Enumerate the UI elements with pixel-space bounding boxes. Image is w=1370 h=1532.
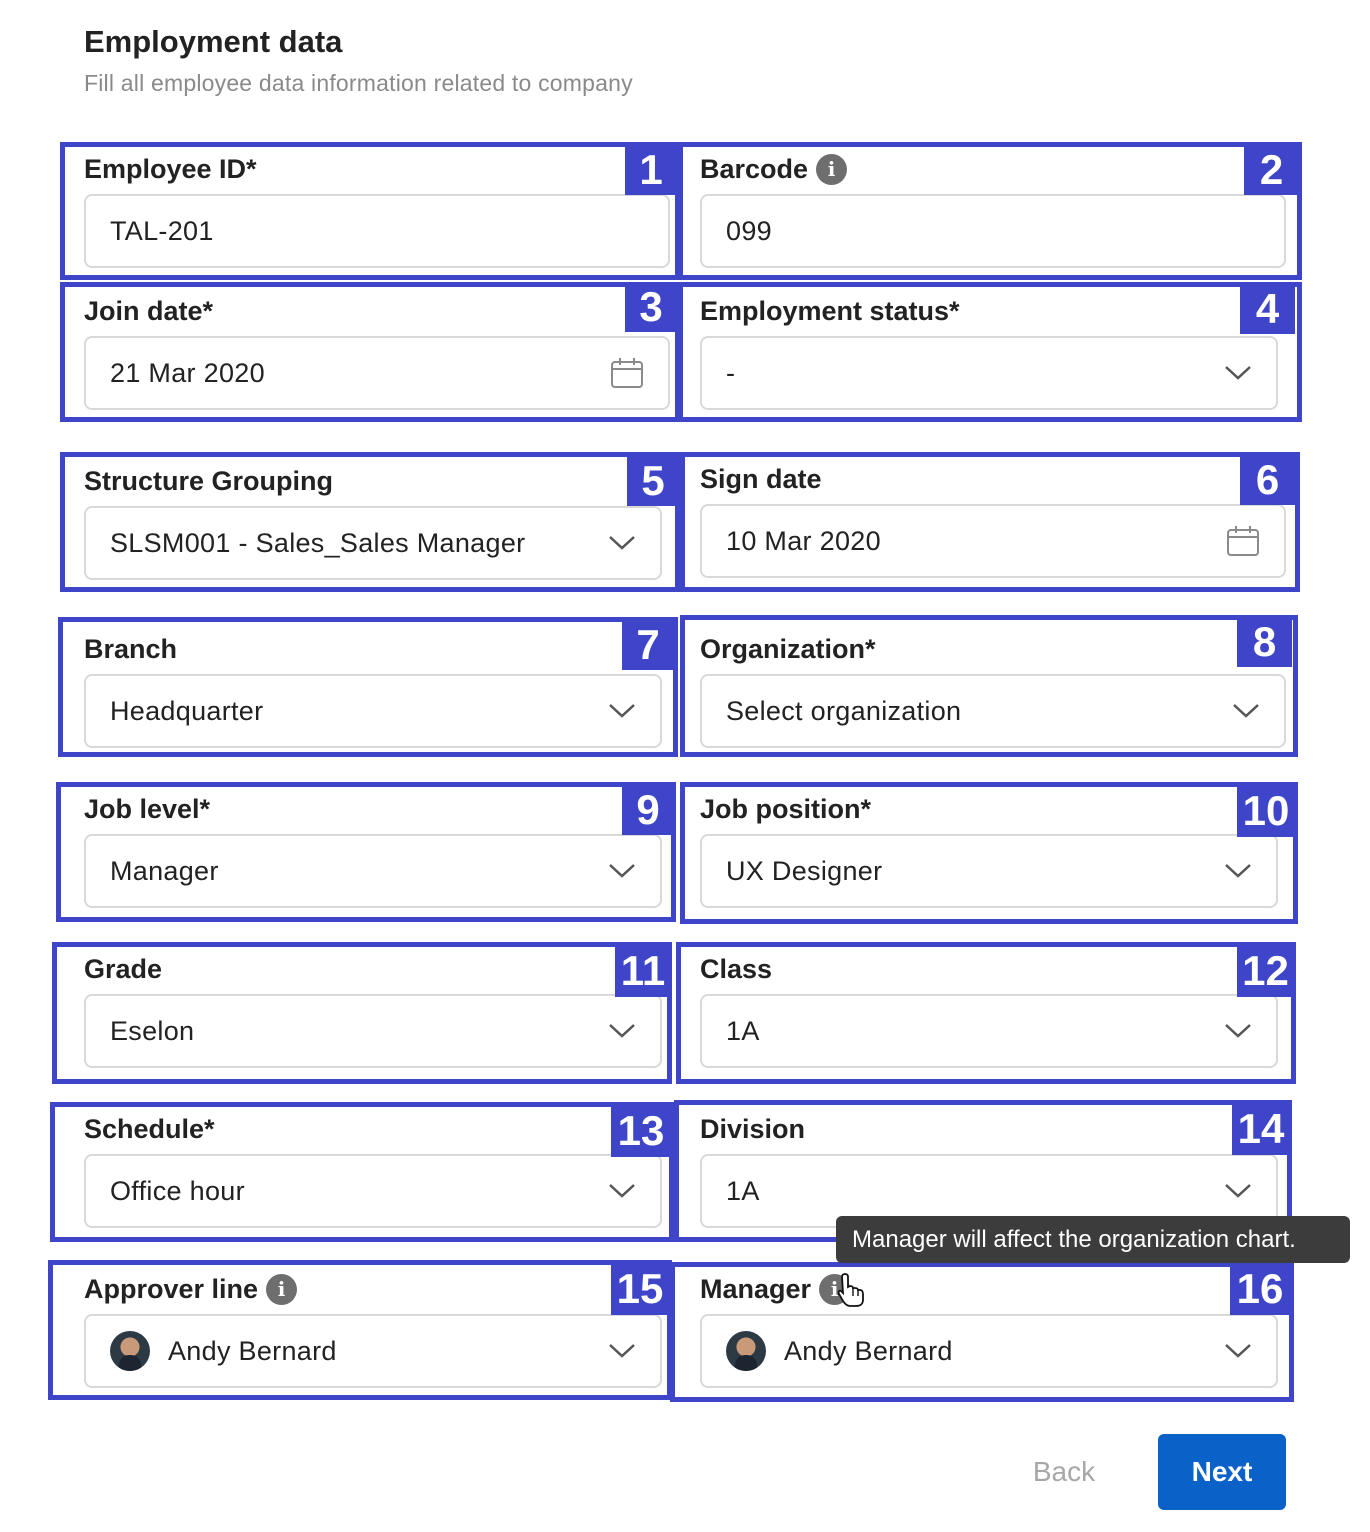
class-select[interactable] xyxy=(700,994,1278,1068)
number-badge-16: 16 xyxy=(1230,1263,1290,1315)
employment-status-select[interactable] xyxy=(700,336,1278,410)
back-button[interactable]: Back xyxy=(1005,1440,1123,1504)
calendar-icon[interactable] xyxy=(1226,525,1260,557)
job-position-value: UX Designer xyxy=(726,855,883,886)
job-level-value: Manager xyxy=(110,855,219,886)
number-badge-12: 12 xyxy=(1237,945,1294,997)
avatar xyxy=(110,1331,150,1371)
chevron-down-icon xyxy=(608,535,636,551)
barcode-input[interactable] xyxy=(700,194,1286,268)
manager-select[interactable] xyxy=(700,1314,1278,1388)
class-label: Class xyxy=(700,953,773,984)
manager-label-text: Manager xyxy=(700,1273,812,1304)
chevron-down-icon xyxy=(1224,863,1252,879)
join-date-input[interactable] xyxy=(84,336,670,410)
grade-select[interactable] xyxy=(84,994,662,1068)
employee-id-label: Employee ID* xyxy=(84,153,257,184)
barcode-label-text: Barcode xyxy=(700,153,809,184)
grade-value: Eselon xyxy=(110,1015,195,1046)
chevron-down-icon xyxy=(608,1183,636,1199)
number-badge-7: 7 xyxy=(622,620,674,670)
manager-label xyxy=(700,1274,850,1304)
division-label: Division xyxy=(700,1113,806,1144)
structure-grouping-label: Structure Grouping xyxy=(84,465,333,496)
employment-status-label: Employment status* xyxy=(700,295,960,326)
schedule-value: Office hour xyxy=(110,1175,245,1206)
branch-label: Branch xyxy=(84,633,178,664)
division-value: 1A xyxy=(726,1175,760,1206)
employment-status-value: - xyxy=(726,357,736,388)
number-badge-15: 15 xyxy=(611,1263,669,1315)
number-badge-5: 5 xyxy=(627,456,679,506)
number-badge-10: 10 xyxy=(1237,785,1295,837)
next-button[interactable]: Next xyxy=(1158,1434,1286,1510)
structure-grouping-select[interactable] xyxy=(84,506,662,580)
sign-date-label: Sign date xyxy=(700,463,822,494)
number-badge-14: 14 xyxy=(1232,1103,1290,1155)
barcode-info-icon[interactable]: i xyxy=(816,154,847,185)
approver-line-label-text: Approver line xyxy=(84,1273,259,1304)
branch-select[interactable] xyxy=(84,674,662,748)
number-badge-13: 13 xyxy=(611,1105,671,1157)
number-badge-2: 2 xyxy=(1244,145,1299,195)
chevron-down-icon xyxy=(1224,1343,1252,1359)
chevron-down-icon xyxy=(608,703,636,719)
branch-value: Headquarter xyxy=(110,695,264,726)
manager-tooltip: Manager will affect the organization chart. xyxy=(836,1216,1350,1263)
approver-line-select[interactable] xyxy=(84,1314,662,1388)
number-badge-4: 4 xyxy=(1240,284,1295,334)
number-badge-1: 1 xyxy=(625,145,677,195)
organization-select[interactable] xyxy=(700,674,1286,748)
join-date-label: Join date* xyxy=(84,295,214,326)
manager-value: Andy Bernard xyxy=(784,1335,953,1366)
number-badge-11: 11 xyxy=(615,945,671,997)
chevron-down-icon xyxy=(1224,1183,1252,1199)
chevron-down-icon xyxy=(608,1023,636,1039)
number-badge-9: 9 xyxy=(622,785,674,835)
chevron-down-icon xyxy=(1224,1023,1252,1039)
approver-line-value: Andy Bernard xyxy=(168,1335,337,1366)
schedule-label: Schedule* xyxy=(84,1113,215,1144)
organization-placeholder: Select organization xyxy=(726,695,962,726)
sign-date-input[interactable] xyxy=(700,504,1286,578)
class-value: 1A xyxy=(726,1015,760,1046)
barcode-label xyxy=(700,154,847,184)
calendar-icon[interactable] xyxy=(610,357,644,389)
employee-id-input[interactable] xyxy=(84,194,670,268)
page-title: Employment data xyxy=(84,24,343,59)
page-subtitle: Fill all employee data information related to company xyxy=(84,70,633,96)
manager-info-icon[interactable]: i xyxy=(819,1274,850,1305)
chevron-down-icon xyxy=(1232,703,1260,719)
employee-id-value: TAL-201 xyxy=(110,215,214,246)
chevron-down-icon xyxy=(608,1343,636,1359)
job-position-label: Job position* xyxy=(700,793,871,824)
number-badge-6: 6 xyxy=(1240,455,1295,505)
number-badge-8: 8 xyxy=(1237,617,1292,667)
job-level-select[interactable] xyxy=(84,834,662,908)
barcode-value: 099 xyxy=(726,215,772,246)
structure-grouping-value: SLSM001 - Sales_Sales Manager xyxy=(110,527,526,558)
schedule-select[interactable] xyxy=(84,1154,662,1228)
avatar xyxy=(726,1331,766,1371)
join-date-value: 21 Mar 2020 xyxy=(110,357,265,388)
chevron-down-icon xyxy=(1224,365,1252,381)
sign-date-value: 10 Mar 2020 xyxy=(726,525,881,556)
number-badge-3: 3 xyxy=(625,282,677,332)
chevron-down-icon xyxy=(608,863,636,879)
approver-line-label xyxy=(84,1274,297,1304)
job-position-select[interactable] xyxy=(700,834,1278,908)
job-level-label: Job level* xyxy=(84,793,211,824)
organization-label: Organization* xyxy=(700,633,876,664)
grade-label: Grade xyxy=(84,953,163,984)
approver-line-info-icon[interactable]: i xyxy=(266,1274,297,1305)
hand-cursor-icon xyxy=(836,1272,866,1313)
